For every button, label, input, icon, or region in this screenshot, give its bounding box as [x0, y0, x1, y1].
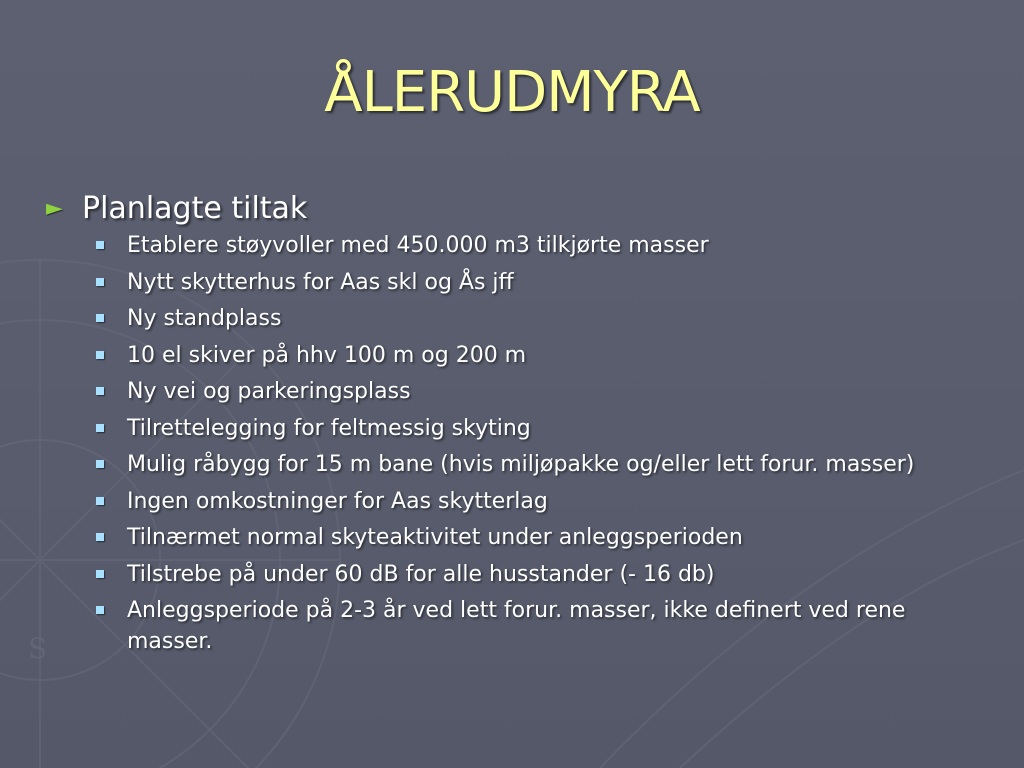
- bullet-list: [46, 230, 976, 657]
- list-item-text: Ingen omkostninger for Aas skytterlag: [127, 488, 548, 514]
- list-item-text: Tilrettelegging for feltmessig skyting: [127, 415, 531, 441]
- list-item-text: Tilstrebe på under 60 dB for alle husstander (- 16 db): [127, 561, 715, 587]
- list-item: [94, 486, 976, 517]
- list-item: [94, 267, 976, 298]
- list-item-text: Etablere støyvoller med 450.000 m3 tilkjørte masser: [127, 233, 709, 258]
- square-bullet-icon: [96, 570, 104, 578]
- square-bullet-icon: [96, 606, 104, 614]
- list-item: [94, 522, 976, 553]
- heading-row: [46, 186, 976, 230]
- list-item: [94, 449, 976, 480]
- list-item: [94, 340, 976, 371]
- list-item: [94, 595, 976, 657]
- list-item: [94, 413, 976, 444]
- list-item-text: Ny vei og parkeringsplass: [127, 379, 411, 404]
- list-item-text: Mulig råbygg for 15 m bane (hvis miljøpakke og/eller lett forur. masser): [127, 452, 915, 477]
- list-item-text: Ny standplass: [127, 306, 282, 331]
- square-bullet-icon: [96, 497, 104, 505]
- list-item-text: Nytt skytterhus for Aas skl og Ås jff: [127, 269, 514, 295]
- slide-title: ÅLERUDMYRA: [324, 60, 700, 125]
- square-bullet-icon: [96, 387, 104, 395]
- svg-text:S: S: [28, 632, 48, 665]
- list-item-text: Anleggsperiode på 2-3 år ved lett forur. masser, ikke definert ved rene masser.: [127, 598, 906, 654]
- square-bullet-icon: [96, 424, 104, 432]
- square-bullet-icon: [96, 351, 104, 359]
- square-bullet-icon: [96, 278, 104, 286]
- square-bullet-icon: [96, 460, 104, 468]
- list-item: [94, 376, 976, 407]
- square-bullet-icon: [96, 533, 104, 541]
- slide-body: [46, 186, 976, 663]
- list-item-text: Tilnærmet normal skyteaktivitet under anleggsperioden: [127, 525, 743, 550]
- list-item: [94, 230, 976, 261]
- list-item: [94, 559, 976, 590]
- square-bullet-icon: [96, 241, 104, 249]
- list-item-text: 10 el skiver på hhv 100 m og 200 m: [127, 342, 527, 368]
- list-item: [94, 303, 976, 334]
- square-bullet-icon: [96, 314, 104, 322]
- section-heading: Planlagte tiltak: [82, 190, 308, 226]
- triangle-arrow-icon: ►: [46, 195, 63, 221]
